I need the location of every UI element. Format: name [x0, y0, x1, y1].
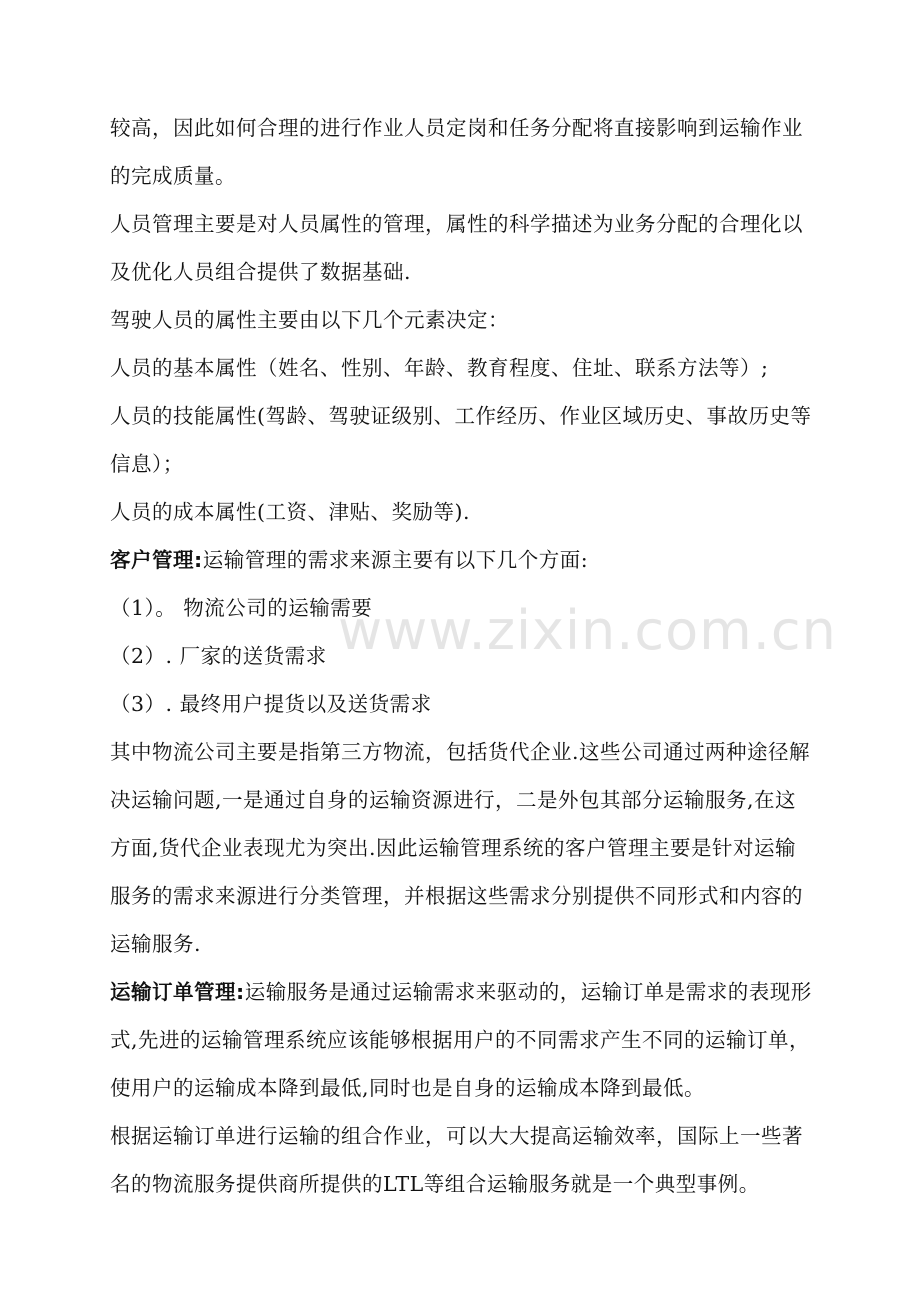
paragraph-task-allocation: 较高，因此如何合理的进行作业人员定岗和任务分配将直接影响到运输作业的完成质量。: [110, 116, 803, 188]
order-management-text: 运输服务是通过运输需求来驱动的，运输订单是需求的表现形式,先进的运输管理系统应该能够根据用户的不同需求产生不同的运输订单，使用户的运输成本降到最低,同时也是自身的运输成本降到最低。: [110, 980, 812, 1100]
list-item-customer-1: （1）。 物流公司的运输需要: [110, 596, 373, 620]
paragraph-basic-attributes: 人员的基本属性（姓名、性别、年龄、教育程度、住址、联系方法等）;: [110, 356, 769, 380]
document-body: [110, 104, 812, 1208]
paragraph-skill-attributes: 人员的技能属性(驾龄、驾驶证级别、工作经历、作业区域历史、事故历史等信息）；: [110, 404, 812, 476]
customer-management-heading: 客户管理:: [110, 548, 203, 572]
order-management-heading: 运输订单管理:: [110, 980, 245, 1004]
paragraph-personnel-management: 人员管理主要是对人员属性的管理，属性的科学描述为业务分配的合理化以及优化人员组合提供了数据基础.: [110, 212, 803, 284]
paragraph-driver-attributes: 驾驶人员的属性主要由以下几个元素决定：: [110, 308, 509, 332]
paragraph-cost-attributes: 人员的成本属性(工资、津贴、奖励等).: [110, 500, 471, 524]
list-item-customer-2: （2）. 厂家的送货需求: [110, 644, 327, 668]
customer-management-text: 运输管理的需求来源主要有以下几个方面:: [202, 548, 589, 572]
paragraph-order-management: [110, 968, 812, 1112]
paragraph-customer-detail: 其中物流公司主要是指第三方物流，包括货代企业.这些公司通过两种途径解决运输问题,一是通过自身的运输资源进行，二是外包其部分运输服务,在这方面,货代企业表现尤为突出.因此运输管理系统的客户管理主要是针对运输服务的需求来源进行分类管理，并根据这些需求分别提供不同形式和内容的运输服务.: [110, 740, 811, 956]
paragraph-customer-management: [110, 536, 812, 584]
watermark: www.zixin.com.cn: [338, 599, 837, 662]
paragraph-order-detail: 根据运输订单进行运输的组合作业，可以大大提高运输效率，国际上一些著名的物流服务提供商所提供的LTL等组合运输服务就是一个典型事例。: [110, 1124, 803, 1196]
list-item-customer-3: （3）. 最终用户提货以及送货需求: [110, 692, 432, 716]
